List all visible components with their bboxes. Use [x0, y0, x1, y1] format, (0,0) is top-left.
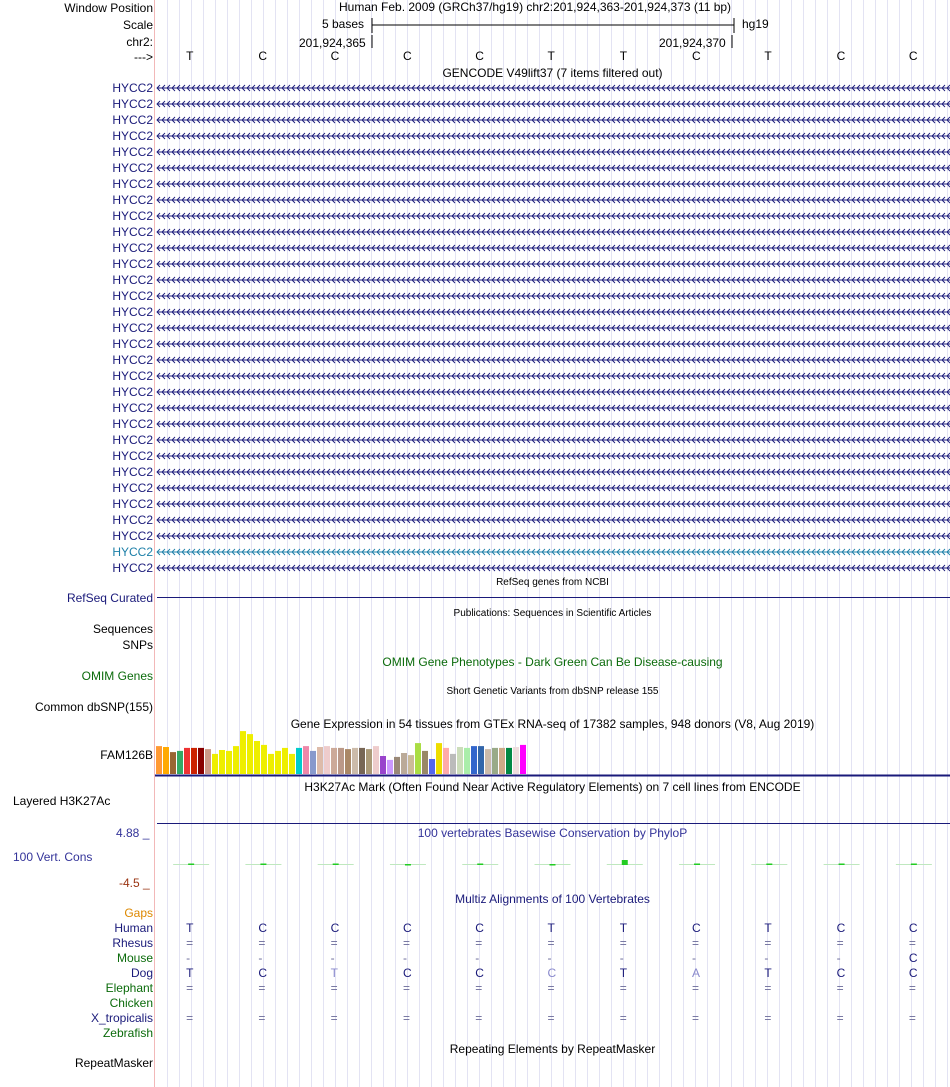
phylop-track-title[interactable]: 100 vertebrates Basewise Conservation by PhyloP: [417, 826, 688, 840]
gencode-transcript[interactable]: [155, 419, 950, 429]
gencode-gene-label[interactable]: HYCC2: [112, 497, 153, 511]
gtex-tissue-bar[interactable]: [233, 746, 239, 774]
alignment-base: =: [402, 936, 410, 950]
base-letter: C: [836, 49, 846, 63]
gtex-tissue-bar[interactable]: [275, 751, 281, 774]
gtex-tissue-bar[interactable]: [506, 748, 512, 774]
alignment-base: =: [186, 1011, 194, 1025]
alignment-base: C: [402, 966, 412, 980]
gtex-tissue-bar[interactable]: [408, 755, 414, 774]
alignment-base: T: [330, 966, 339, 980]
gencode-transcript[interactable]: [155, 99, 950, 109]
gtex-tissue-bar[interactable]: [177, 751, 183, 774]
phylop-bar[interactable]: [405, 864, 411, 866]
alignment-base: C: [692, 921, 701, 935]
gtex-tissue-bar[interactable]: [373, 746, 379, 774]
base-letter: T: [186, 49, 194, 63]
gencode-transcript[interactable]: [155, 307, 950, 317]
alignment-base: T: [619, 921, 628, 935]
gencode-gene-label[interactable]: HYCC2: [112, 353, 153, 367]
gencode-transcript[interactable]: [155, 227, 950, 237]
gencode-transcript[interactable]: [155, 83, 950, 93]
gencode-transcript[interactable]: [155, 355, 950, 365]
gtex-tissue-bar[interactable]: [380, 756, 386, 774]
gtex-tissue-bar[interactable]: [240, 731, 246, 774]
gencode-transcript[interactable]: [155, 483, 950, 493]
gtex-tissue-bar[interactable]: [303, 746, 309, 774]
base-letter: T: [547, 49, 555, 63]
gtex-tissue-bar[interactable]: [219, 750, 225, 774]
phylop-bar[interactable]: [911, 864, 917, 866]
gencode-transcript[interactable]: [155, 531, 950, 541]
gtex-tissue-bar[interactable]: [485, 749, 491, 774]
rmsk-label[interactable]: RepeatMasker: [74, 1056, 153, 1070]
alignment-base: =: [258, 981, 266, 995]
phylop-bar[interactable]: [766, 864, 772, 866]
alignment-base: =: [764, 1011, 772, 1025]
alignment-base: T: [186, 921, 194, 935]
alignment-base: -: [258, 951, 263, 965]
gtex-gene-label[interactable]: FAM126B: [100, 748, 153, 762]
gencode-transcript[interactable]: [155, 259, 950, 269]
gtex-tissue-bar[interactable]: [163, 747, 169, 774]
gtex-tissue-bar[interactable]: [310, 751, 316, 774]
gencode-gene-label[interactable]: HYCC2: [112, 481, 153, 495]
gencode-gene-label[interactable]: HYCC2: [112, 273, 153, 287]
gencode-transcript[interactable]: [155, 563, 950, 573]
gencode-gene-label[interactable]: HYCC2: [112, 305, 153, 319]
alignment-base: -: [402, 951, 407, 965]
gencode-gene-label[interactable]: HYCC2: [112, 369, 153, 383]
alignment-base: =: [402, 1011, 410, 1025]
gtex-tissue-bar[interactable]: [254, 741, 260, 774]
db-label: hg19: [742, 17, 769, 31]
alignment-base: C: [258, 921, 268, 935]
gencode-transcript[interactable]: [155, 339, 950, 349]
alignment-base: T: [547, 921, 555, 935]
gencode-transcript[interactable]: [155, 467, 950, 477]
gtex-tissue-bar[interactable]: [513, 747, 519, 774]
alignment-base: -: [619, 951, 624, 965]
alignment-base: =: [547, 1011, 555, 1025]
species-label[interactable]: Chicken: [109, 996, 153, 1010]
gencode-gene-label[interactable]: HYCC2: [112, 177, 153, 191]
alignment-base: -: [692, 951, 697, 965]
alignment-base: C: [475, 921, 484, 935]
gtex-track-title[interactable]: Gene Expression in 54 tissues from GTEx RNA-seq of 17382 samples, 948 donors (V8, Aug 2019): [290, 717, 815, 731]
gtex-tissue-bar[interactable]: [261, 745, 267, 774]
assembly-title: Human Feb. 2009 (GRCh37/hg19) chr2:201,924,363-201,924,373 (11 bp): [339, 0, 732, 14]
gtex-tissue-bar[interactable]: [471, 746, 477, 774]
gtex-tissue-bar[interactable]: [226, 751, 232, 774]
gencode-gene-label[interactable]: HYCC2: [112, 401, 153, 415]
alignment-base: =: [836, 1011, 844, 1025]
window-position-label: Window Position: [64, 1, 153, 15]
gencode-transcript[interactable]: [155, 387, 950, 397]
alignment-base: =: [764, 981, 772, 995]
gtex-tissue-bar[interactable]: [345, 749, 351, 774]
multiz-track-title[interactable]: Multiz Alignments of 100 Vertebrates: [455, 892, 650, 906]
alignment-base: -: [330, 951, 335, 965]
rmsk-track-title[interactable]: Repeating Elements by RepeatMasker: [449, 1042, 656, 1056]
scale-text: 5 bases: [322, 17, 365, 31]
alignment-base: C: [475, 966, 484, 980]
gencode-transcript[interactable]: [155, 243, 950, 253]
alignment-base: =: [908, 981, 916, 995]
alignment-base: C: [836, 966, 846, 980]
alignment-base: =: [908, 936, 916, 950]
gencode-transcript[interactable]: [155, 323, 950, 333]
phylop-bar[interactable]: [550, 864, 556, 866]
gtex-tissue-bar[interactable]: [464, 748, 470, 774]
gencode-gene-label[interactable]: HYCC2: [112, 513, 153, 527]
species-label[interactable]: Mouse: [116, 951, 153, 965]
alignment-base: =: [619, 981, 627, 995]
pubs-track-title[interactable]: Publications: Sequences in Scientific Articles: [453, 608, 652, 619]
scale-label: Scale: [122, 18, 153, 32]
alignment-base: -: [764, 951, 769, 965]
gencode-transcript[interactable]: [155, 547, 950, 557]
gencode-transcript[interactable]: [155, 435, 950, 445]
gencode-transcript[interactable]: [155, 195, 950, 205]
base-letter: C: [330, 49, 340, 63]
gencode-gene-label[interactable]: HYCC2: [112, 257, 153, 271]
alignment-base: -: [836, 951, 841, 965]
gencode-gene-label[interactable]: HYCC2: [112, 161, 153, 175]
position-left: 201,924,365: [299, 36, 366, 50]
alignment-base: T: [619, 966, 628, 980]
gencode-gene-label[interactable]: HYCC2: [112, 289, 153, 303]
alignment-base: C: [547, 966, 557, 980]
gtex-tissue-bar[interactable]: [443, 748, 449, 774]
gencode-transcript[interactable]: [155, 403, 950, 413]
gencode-transcript[interactable]: [155, 451, 950, 461]
strand-label: --->: [134, 50, 153, 64]
pubs-sequences-label[interactable]: Sequences: [92, 622, 153, 636]
chrom-label: chr2:: [126, 35, 153, 49]
gtex-tissue-bar[interactable]: [366, 749, 372, 774]
phylop-bar[interactable]: [260, 864, 266, 866]
gencode-transcript[interactable]: [155, 147, 950, 157]
alignment-base: A: [692, 966, 701, 980]
gencode-gene-label[interactable]: HYCC2: [112, 225, 153, 239]
gtex-tissue-bar[interactable]: [450, 754, 456, 774]
alignment-base: =: [692, 1011, 700, 1025]
gtex-tissue-bar[interactable]: [198, 748, 204, 774]
gtex-tissue-bar[interactable]: [268, 754, 274, 774]
phylop-bar[interactable]: [188, 864, 194, 866]
phylop-max-label: 4.88 _: [116, 826, 150, 840]
gencode-transcript[interactable]: [155, 291, 950, 301]
alignment-base: T: [764, 921, 772, 935]
alignment-base: =: [764, 936, 772, 950]
species-label[interactable]: Elephant: [105, 981, 153, 995]
alignment-base: =: [402, 981, 410, 995]
gencode-gene-label[interactable]: HYCC2: [112, 561, 153, 575]
h3k27ac-baseline: [157, 823, 950, 824]
alignment-base: =: [330, 981, 338, 995]
gtex-tissue-bar[interactable]: [401, 753, 407, 774]
alignment-base: =: [619, 936, 627, 950]
gencode-gene-label[interactable]: HYCC2: [112, 209, 153, 223]
gencode-gene-label[interactable]: HYCC2: [112, 337, 153, 351]
phylop-bar[interactable]: [839, 864, 845, 866]
gtex-tissue-bar[interactable]: [338, 748, 344, 774]
gencode-gene-label[interactable]: HYCC2: [112, 81, 153, 95]
gencode-gene-label[interactable]: HYCC2: [112, 321, 153, 335]
h3k27ac-label[interactable]: Layered H3K27Ac: [13, 794, 111, 808]
alignment-base: C: [908, 966, 918, 980]
alignment-base: =: [475, 981, 483, 995]
gencode-transcript[interactable]: [155, 211, 950, 221]
gtex-tissue-bar[interactable]: [282, 748, 288, 774]
species-label[interactable]: X_tropicalis: [90, 1011, 153, 1025]
gtex-tissue-bar[interactable]: [457, 747, 463, 774]
alignment-base: =: [258, 936, 266, 950]
refseq-track-title[interactable]: RefSeq genes from NCBI: [496, 577, 609, 588]
alignment-base: -: [547, 951, 552, 965]
gtex-tissue-bar[interactable]: [394, 757, 400, 774]
gencode-gene-label[interactable]: HYCC2: [112, 433, 153, 447]
gencode-transcript[interactable]: [155, 371, 950, 381]
alignment-base: =: [475, 1011, 483, 1025]
base-letter: C: [402, 49, 412, 63]
base-letter: T: [619, 49, 628, 63]
phylop-bar[interactable]: [694, 864, 700, 866]
alignment-base: =: [186, 936, 194, 950]
alignment-base: C: [908, 951, 918, 965]
species-label[interactable]: Rhesus: [112, 936, 153, 950]
gtex-tissue-bar[interactable]: [212, 754, 218, 774]
species-label[interactable]: Dog: [130, 966, 153, 980]
gtex-tissue-bar[interactable]: [478, 746, 484, 774]
dbsnp-label[interactable]: Common dbSNP(155): [34, 700, 153, 714]
species-label[interactable]: Zebrafish: [102, 1026, 153, 1040]
alignment-base: =: [619, 1011, 627, 1025]
gtex-tissue-bar[interactable]: [205, 749, 211, 774]
gtex-tissue-bar[interactable]: [247, 734, 253, 774]
alignment-base: C: [836, 921, 846, 935]
alignment-base: C: [258, 966, 268, 980]
gtex-tissue-bar[interactable]: [191, 748, 197, 774]
gtex-tissue-bar[interactable]: [359, 748, 365, 774]
alignment-base: T: [186, 966, 194, 980]
gencode-transcript[interactable]: [155, 115, 950, 125]
gtex-tissue-bar[interactable]: [492, 748, 498, 774]
alignment-base: =: [186, 981, 194, 995]
alignment-base: =: [330, 936, 338, 950]
alignment-base: C: [330, 921, 340, 935]
gencode-gene-label[interactable]: HYCC2: [112, 129, 153, 143]
dbsnp-track-title[interactable]: Short Genetic Variants from dbSNP release 155: [446, 686, 659, 697]
gtex-tissue-bar[interactable]: [156, 746, 162, 774]
gtex-tissue-bar[interactable]: [436, 743, 442, 774]
gencode-gene-label[interactable]: HYCC2: [112, 545, 153, 559]
phylop-signal[interactable]: [155, 840, 950, 890]
alignment-base: T: [764, 966, 772, 980]
alignment-base: =: [547, 981, 555, 995]
gencode-transcript[interactable]: [155, 179, 950, 189]
position-right: 201,924,370: [659, 36, 726, 50]
gencode-transcript[interactable]: [155, 275, 950, 285]
gtex-tissue-bar[interactable]: [317, 747, 323, 774]
gencode-gene-label[interactable]: HYCC2: [112, 145, 153, 159]
alignment-base: =: [692, 981, 700, 995]
base-letter: C: [258, 49, 268, 63]
gtex-tissue-bar[interactable]: [331, 748, 337, 774]
phylop-min-label: -4.5 _: [119, 876, 150, 890]
gencode-gene-label[interactable]: HYCC2: [112, 417, 153, 431]
alignment-base: =: [836, 936, 844, 950]
gtex-tissue-bar[interactable]: [520, 745, 526, 774]
h3k27ac-track-title[interactable]: H3K27Ac Mark (Often Found Near Active Regulatory Elements) on 7 cell lines from ENCODE: [304, 780, 801, 794]
alignment-base: C: [908, 921, 918, 935]
omim-label[interactable]: OMIM Genes: [81, 669, 153, 683]
gencode-gene-label[interactable]: HYCC2: [112, 465, 153, 479]
base-letter: C: [692, 49, 701, 63]
gtex-tissue-bar[interactable]: [296, 748, 302, 774]
gencode-gene-label[interactable]: HYCC2: [112, 97, 153, 111]
base-letter: C: [475, 49, 484, 63]
phylop-bar[interactable]: [333, 864, 339, 866]
alignment-base: -: [186, 951, 191, 965]
refseq-label[interactable]: RefSeq Curated: [66, 591, 153, 605]
phylop-bar[interactable]: [477, 864, 483, 866]
gencode-gene-label[interactable]: HYCC2: [112, 529, 153, 543]
base-letter: C: [908, 49, 918, 63]
gencode-gene-label[interactable]: HYCC2: [112, 385, 153, 399]
gencode-gene-label[interactable]: HYCC2: [112, 449, 153, 463]
species-label[interactable]: Human: [114, 921, 153, 935]
gencode-track-title[interactable]: GENCODE V49lift37 (7 items filtered out): [442, 66, 663, 80]
refseq-gene-line[interactable]: [157, 597, 950, 598]
pubs-snps-label[interactable]: SNPs: [122, 638, 153, 652]
gencode-gene-label[interactable]: HYCC2: [112, 193, 153, 207]
alignment-base: =: [692, 936, 700, 950]
alignment-base: -: [475, 951, 480, 965]
alignment-base: =: [258, 1011, 266, 1025]
gtex-tissue-bar[interactable]: [352, 748, 358, 774]
omim-track-title[interactable]: OMIM Gene Phenotypes - Dark Green Can Be Disease-causing: [382, 655, 723, 669]
gtex-tissue-bar[interactable]: [184, 748, 190, 774]
gencode-transcript[interactable]: [155, 163, 950, 173]
gtex-tissue-bar[interactable]: [289, 754, 295, 774]
gtex-tissue-bar[interactable]: [415, 743, 421, 774]
phylop-bar[interactable]: [622, 860, 628, 865]
gtex-bar-chart[interactable]: [155, 730, 950, 778]
alignment-base: =: [836, 981, 844, 995]
gtex-tissue-bar[interactable]: [422, 751, 428, 774]
gencode-gene-label[interactable]: HYCC2: [112, 113, 153, 127]
gencode-transcript[interactable]: [155, 499, 950, 509]
gtex-tissue-bar[interactable]: [170, 752, 176, 774]
gencode-transcript[interactable]: [155, 131, 950, 141]
gtex-tissue-bar[interactable]: [387, 760, 393, 774]
gencode-gene-label[interactable]: HYCC2: [112, 241, 153, 255]
phylop-label[interactable]: 100 Vert. Cons: [13, 850, 93, 864]
scale-bar: [368, 15, 740, 51]
base-letter: T: [764, 49, 772, 63]
alignment-base: =: [908, 1011, 916, 1025]
gtex-tissue-bar[interactable]: [499, 748, 505, 774]
alignment-base: =: [475, 936, 483, 950]
alignment-base: =: [330, 1011, 338, 1025]
gencode-transcript[interactable]: [155, 515, 950, 525]
alignment-base: =: [547, 936, 555, 950]
gtex-tissue-bar[interactable]: [429, 759, 435, 774]
multiz-gaps-label[interactable]: Gaps: [124, 906, 153, 920]
alignment-base: C: [402, 921, 412, 935]
gtex-tissue-bar[interactable]: [324, 746, 330, 774]
